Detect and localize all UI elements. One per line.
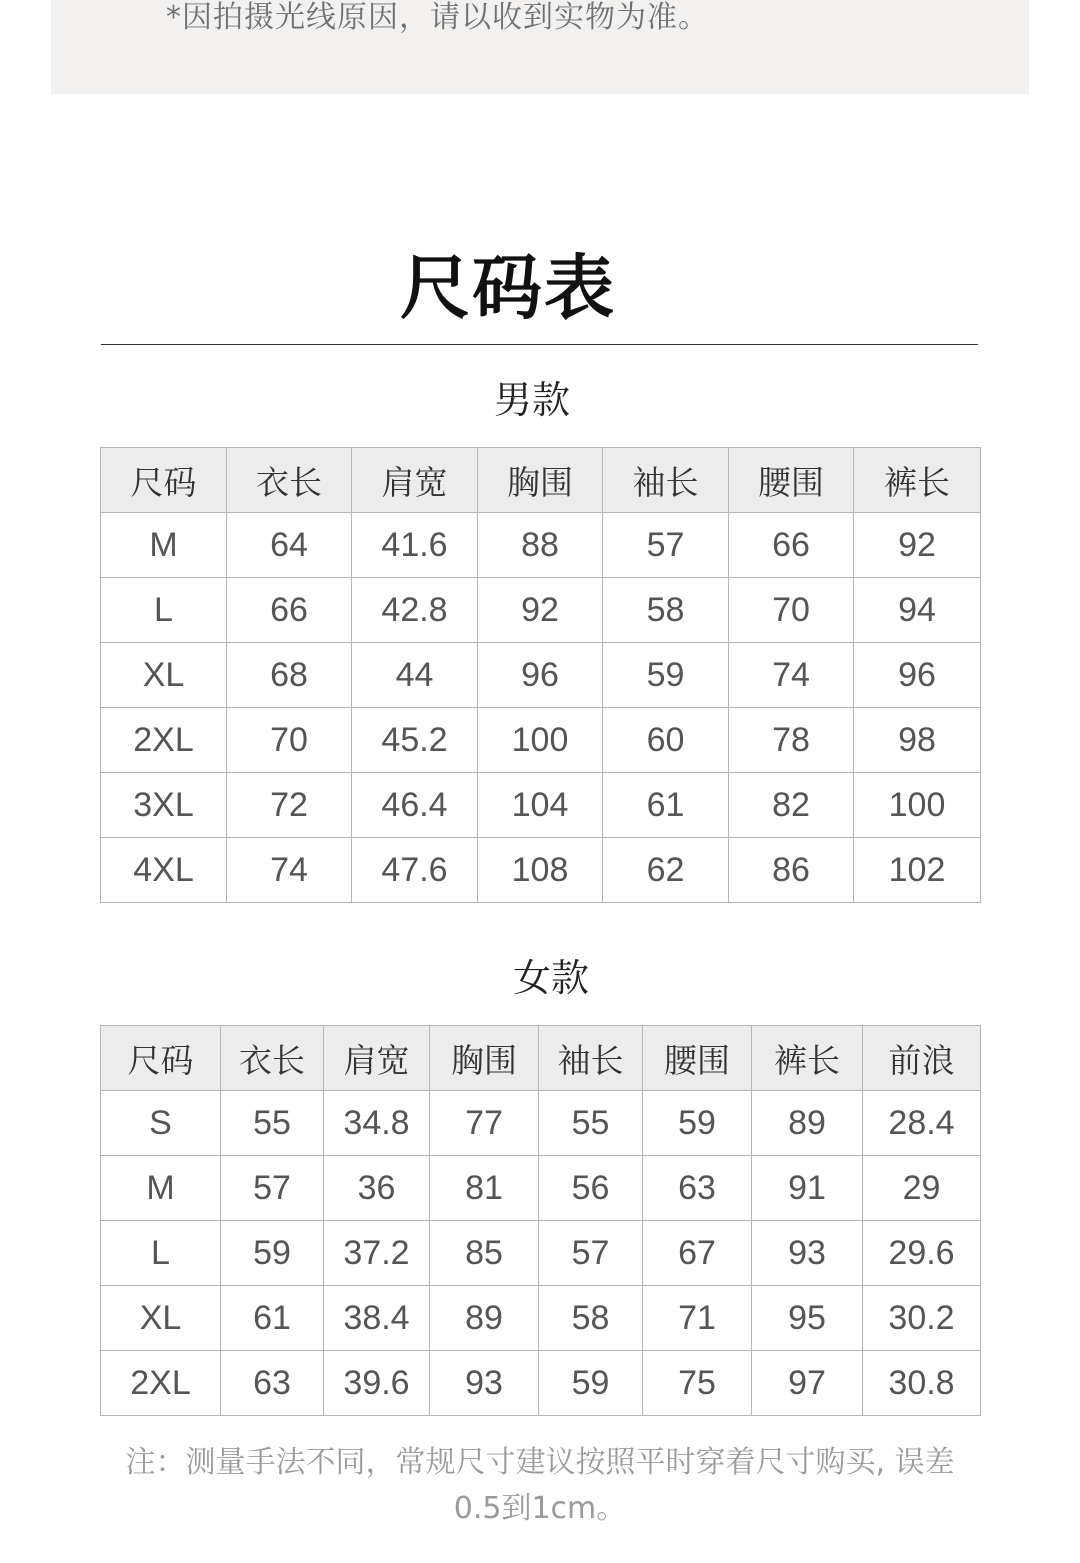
table-cell: 104: [478, 773, 603, 838]
table-row: [101, 1351, 981, 1416]
men-section-heading: 男款: [494, 378, 571, 422]
table-row: [101, 1286, 981, 1351]
header-cell: 胸围: [478, 448, 603, 513]
table-cell: 34.8: [324, 1091, 430, 1156]
table-cell: M: [101, 513, 227, 578]
header-cell: 袖长: [539, 1026, 643, 1091]
table-row: [101, 643, 981, 708]
header-cell: 裤长: [854, 448, 981, 513]
table-cell: 96: [478, 643, 603, 708]
header-cell: 尺码: [101, 1026, 221, 1091]
table-row: [101, 773, 981, 838]
table-cell: 29: [863, 1156, 981, 1221]
table-cell: 28.4: [863, 1091, 981, 1156]
table-cell: 96: [854, 643, 981, 708]
table-cell: 82: [729, 773, 854, 838]
header-cell: 胸围: [430, 1026, 539, 1091]
header-cell: 衣长: [227, 448, 352, 513]
table-row: [101, 708, 981, 773]
table-cell: 59: [221, 1221, 324, 1286]
table-cell: 36: [324, 1156, 430, 1221]
footnote-line: 0.5到1cm。: [453, 1491, 627, 1526]
table-cell: 4XL: [101, 838, 227, 903]
header-cell: 肩宽: [324, 1026, 430, 1091]
table-cell: 97: [752, 1351, 863, 1416]
table-cell: 64: [227, 513, 352, 578]
table-cell: 86: [729, 838, 854, 903]
table-cell: 57: [603, 513, 729, 578]
header-cell: 尺码: [101, 448, 227, 513]
header-cell: 袖长: [603, 448, 729, 513]
table-cell: 78: [729, 708, 854, 773]
header-cell: 肩宽: [352, 448, 478, 513]
table-cell: 47.6: [352, 838, 478, 903]
table-cell: 74: [227, 838, 352, 903]
table-cell: 30.8: [863, 1351, 981, 1416]
table-cell: 71: [643, 1286, 752, 1351]
page-title: 尺码表: [400, 247, 616, 329]
table-cell: 63: [221, 1351, 324, 1416]
table-cell: 77: [430, 1091, 539, 1156]
table-cell: 94: [854, 578, 981, 643]
table-cell: 46.4: [352, 773, 478, 838]
table-cell: 66: [729, 513, 854, 578]
table-cell: 57: [221, 1156, 324, 1221]
table-cell: 42.8: [352, 578, 478, 643]
table-cell: 74: [729, 643, 854, 708]
table-row: [101, 1221, 981, 1286]
table-row: [101, 1156, 981, 1221]
table-cell: 93: [752, 1221, 863, 1286]
table-cell: 72: [227, 773, 352, 838]
table-cell: 41.6: [352, 513, 478, 578]
table-cell: 59: [643, 1091, 752, 1156]
table-cell: L: [101, 578, 227, 643]
table-cell: 2XL: [101, 1351, 221, 1416]
table-cell: 100: [478, 708, 603, 773]
table-cell: 57: [539, 1221, 643, 1286]
table-cell: 39.6: [324, 1351, 430, 1416]
table-cell: XL: [101, 1286, 221, 1351]
table-cell: 44: [352, 643, 478, 708]
table-cell: 37.2: [324, 1221, 430, 1286]
table-header-row: [101, 448, 981, 513]
footnote-line: 注：测量手法不同，常规尺寸建议按照平时穿着尺寸购买, 误差: [125, 1445, 955, 1480]
table-cell: S: [101, 1091, 221, 1156]
table-cell: 55: [539, 1091, 643, 1156]
table-cell: 66: [227, 578, 352, 643]
title-divider: [101, 344, 978, 345]
table-cell: 45.2: [352, 708, 478, 773]
table-cell: 100: [854, 773, 981, 838]
table-cell: 88: [478, 513, 603, 578]
table-cell: 91: [752, 1156, 863, 1221]
table-row: [101, 513, 981, 578]
table-row: [101, 1091, 981, 1156]
table-cell: 61: [603, 773, 729, 838]
table-cell: 56: [539, 1156, 643, 1221]
table-cell: 59: [539, 1351, 643, 1416]
table-cell: 3XL: [101, 773, 227, 838]
table-cell: 89: [752, 1091, 863, 1156]
table-cell: 62: [603, 838, 729, 903]
table-cell: 68: [227, 643, 352, 708]
table-cell: 75: [643, 1351, 752, 1416]
table-cell: M: [101, 1156, 221, 1221]
table-cell: 81: [430, 1156, 539, 1221]
top-banner: [51, 0, 1029, 94]
table-cell: 30.2: [863, 1286, 981, 1351]
table-cell: 102: [854, 838, 981, 903]
header-cell: 前浪: [863, 1026, 981, 1091]
table-cell: 98: [854, 708, 981, 773]
men-size-table: [100, 447, 981, 903]
table-cell: 89: [430, 1286, 539, 1351]
photo-disclaimer: *因拍摄光线原因，请以收到实物为准。: [166, 0, 709, 35]
table-row: [101, 838, 981, 903]
table-cell: 108: [478, 838, 603, 903]
table-cell: 55: [221, 1091, 324, 1156]
table-cell: 58: [539, 1286, 643, 1351]
table-cell: 92: [854, 513, 981, 578]
table-cell: L: [101, 1221, 221, 1286]
table-cell: 29.6: [863, 1221, 981, 1286]
table-cell: 70: [729, 578, 854, 643]
table-cell: XL: [101, 643, 227, 708]
table-cell: 67: [643, 1221, 752, 1286]
table-cell: 70: [227, 708, 352, 773]
table-cell: 93: [430, 1351, 539, 1416]
table-cell: 60: [603, 708, 729, 773]
table-cell: 58: [603, 578, 729, 643]
measurement-footnote: [100, 1440, 980, 1532]
header-cell: 腰围: [643, 1026, 752, 1091]
header-cell: 裤长: [752, 1026, 863, 1091]
table-cell: 63: [643, 1156, 752, 1221]
table-cell: 59: [603, 643, 729, 708]
header-cell: 衣长: [221, 1026, 324, 1091]
women-section-heading: 女款: [513, 956, 590, 1000]
header-cell: 腰围: [729, 448, 854, 513]
table-row: [101, 578, 981, 643]
table-cell: 85: [430, 1221, 539, 1286]
table-cell: 92: [478, 578, 603, 643]
table-cell: 38.4: [324, 1286, 430, 1351]
table-header-row: [101, 1026, 981, 1091]
table-cell: 95: [752, 1286, 863, 1351]
women-size-table: [100, 1025, 981, 1416]
table-cell: 2XL: [101, 708, 227, 773]
table-cell: 61: [221, 1286, 324, 1351]
